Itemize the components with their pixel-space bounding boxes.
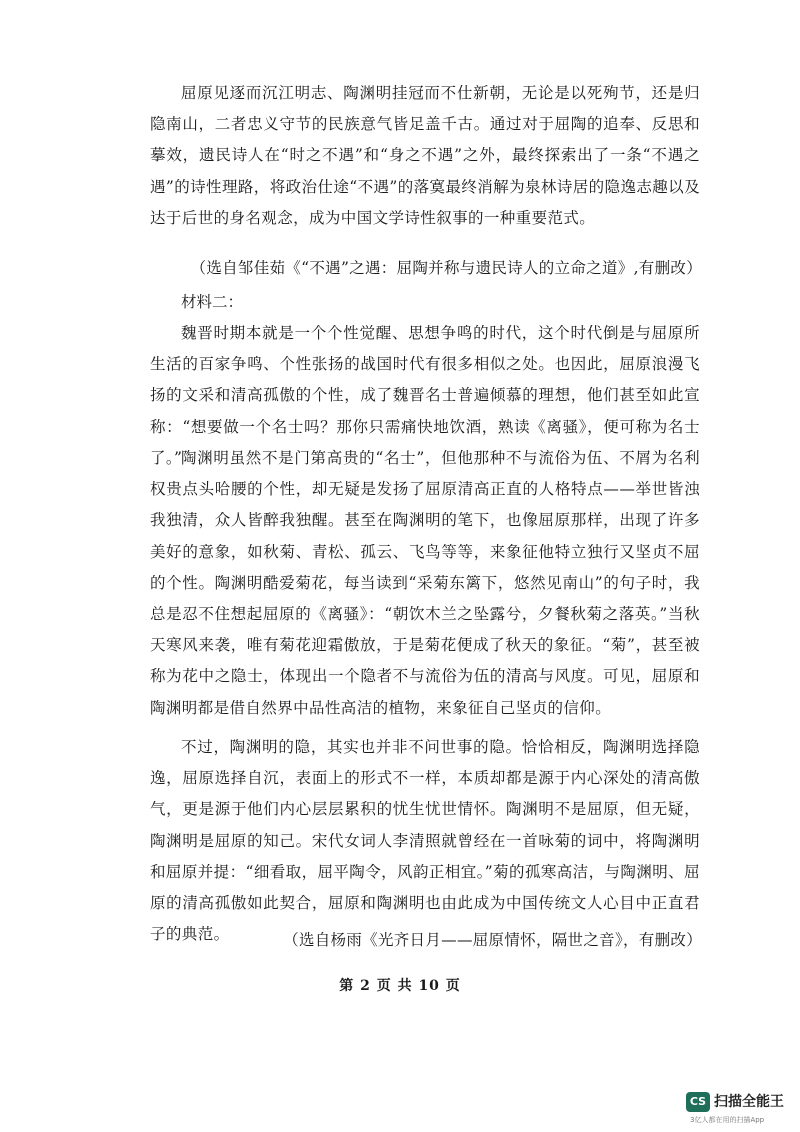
source-citation-1: （选自邹佳茹《“不遇”之遇：屈陶并称与遗民诗人的立命之道》,有删改） [190,259,702,277]
page-number: 第 2 页 共 10 页 [339,978,461,994]
watermark-subtitle: 3亿人都在用的扫描App [690,1116,765,1124]
watermark-title: 扫描全能王 [714,1094,784,1110]
scanner-watermark [686,1088,796,1126]
paragraph-3: 陶渊明虽然不是门第高贵的“名士”，但他那种不与流俗为伍、不屑为名利权贵点头哈腰的个性，却无疑是发扬了屈原清高正直的人格特点——举世皆浊我独清，众人皆醉我独醒。甚至在陶渊明的笔下，也像屈原那样，出现了许多美好的意象，如秋菊、青松、孤云、飞鸟等等，来象征他特立独行又坚贞不屈的个性。陶渊明酷爱菊花，每当读到“采菊东篱下，悠然见南山”的句子时，我总是忍不住想起屈原的《离骚》：“朝饮木兰之坠露兮，夕餐秋菊之落英。”当秋天寒风来袭，唯有菊花迎霜傲放，于是菊花便成了秋天的象征。“菊”，甚至被称为花中之隐士，体现出一个隐者不与流俗为伍的清高与风度。可见，屈原和陶渊明都是借自然界中品性高洁的植物，来象征自己坚贞的信仰。 [150,449,700,717]
camscanner-logo-icon: CS [686,1092,710,1112]
paragraph-1: 屈原见逐而沉江明志、陶渊明挂冠而不仕新朝，无论是以死殉节，还是归隐南山，二者忠义守节的民族意气皆足盖千古。通过对于屈陶的追奉、反思和摹效，遗民诗人在“时之不遇”和“身之不遇”之外，最终探索出了一条“不遇之遇”的诗性理路，将政治仕途“不遇”的落寞最终消解为泉林诗居的隐逸志趣以及达于后世的身名观念，成为中国文学诗性叙事的一种重要范式。 [150,84,700,227]
material-two-heading: 材料二： [181,293,244,311]
source-citation-2: （选自杨雨《光齐日月——屈原情怀，隔世之音》，有删改） [283,931,702,949]
paragraph-2: 魏晋时期本就是一个个性觉醒、思想争鸣的时代，这个时代倒是与屈原所生活的百家争鸣、个性张扬的战国时代有很多相似之处。也因此，屈原浪漫飞扬的文采和清高孤傲的个性，成了魏晋名士普遍倾慕的理想，他们甚至如此宣称：“想要做一个名士吗？那你只需痛快地饮酒，熟读《离骚》，便可称为名士了。” [150,324,700,467]
paragraph-4: 不过，陶渊明的隐，其实也并非不问世事的隐。恰恰相反，陶渊明选择隐逸，屈原选择自沉，表面上的形式不一样，本质却都是源于内心深处的清高傲气，更是源于他们内心层层累积的忧生忧世情怀。陶渊明不是屈原，但无疑，陶渊明是屈原的知己。宋代女词人李清照就曾经在一首咏菊的词中，将陶渊明和屈原并提：“细看取，屈平陶令，风韵正相宜。”菊的孤寒高洁，与陶渊明、屈原的清高孤傲如此契合，屈原和陶渊明也由此成为中国传统文人心目中正直君子的典范。 [150,738,700,944]
